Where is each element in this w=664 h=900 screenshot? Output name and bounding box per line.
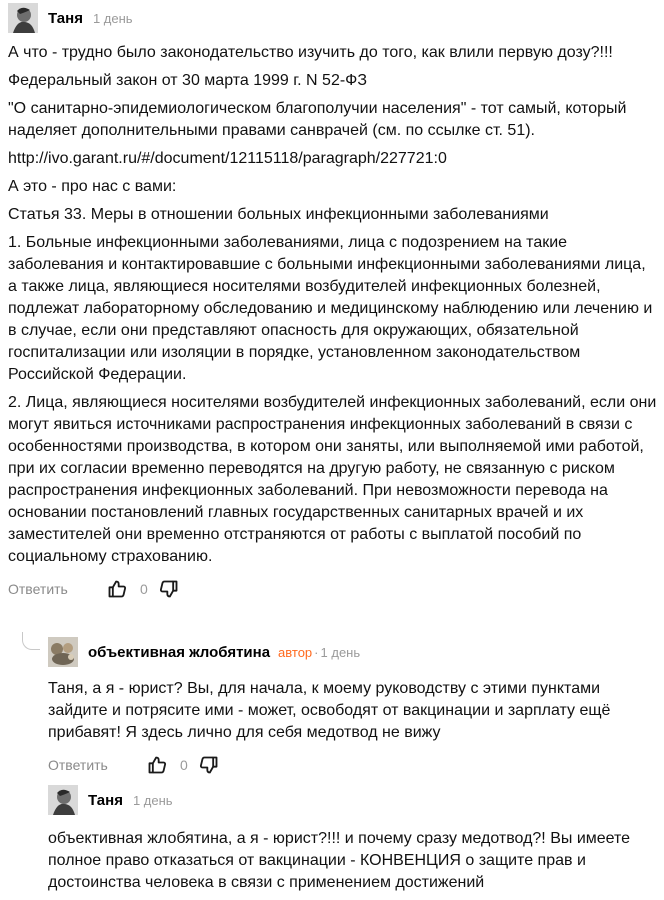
comment-paragraph: Таня, а я - юрист? Вы, для начала, к моему руководству с этими пунктами зайдите и потрясите ими - может, освободят от вакцинации и зарплату ещё прибавят! Я здесь лично для себя медотвод не вижу [48, 680, 611, 741]
author-name[interactable]: объективная жлобятина [88, 643, 271, 661]
comment-header [48, 784, 658, 816]
vote-count: 0 [180, 757, 188, 773]
comment-header [8, 2, 658, 34]
user-avatar[interactable] [48, 637, 78, 667]
separator-dot: · [314, 644, 319, 660]
comment-link[interactable]: http://ivo.garant.ru/#/document/12115118/paragraph/227721:0 [8, 150, 447, 167]
thumbs-down-icon[interactable] [198, 754, 220, 776]
comment-time: 1 день [92, 10, 133, 26]
comment-paragraph: объективная жлобятина, а я - юрист?!!! и почему сразу медотвод?! Вы имеете полное право отказаться от вакцинации - КОНВЕНЦИЯ о защите прав и достоинства человека в связи с применением достижений [48, 830, 631, 891]
comment-paragraph: "О санитарно-эпидемиологическом благополучии населения" - тот самый, который наделяет дополнительными правами санврачей (см. по ссылке ст. 51). [8, 100, 627, 139]
author-name[interactable]: Таня [88, 791, 123, 809]
comment-actions [48, 750, 658, 780]
reply-button[interactable]: Ответить [8, 581, 68, 597]
comment-reply [48, 636, 658, 780]
comment-header [48, 636, 658, 668]
comment-reply [48, 784, 658, 900]
user-avatar[interactable] [48, 785, 78, 815]
author-badge: автор [278, 644, 313, 660]
thumbs-up-icon[interactable] [106, 578, 128, 600]
comment-time: 1 день [320, 644, 361, 660]
comment-paragraph: А что - трудно было законодательство изучить до того, как влили первую дозу?!!! [8, 44, 613, 61]
comment-paragraph: Статья 33. Меры в отношении больных инфекционными заболеваниями [8, 206, 549, 223]
comment-body [8, 42, 658, 568]
comment-body [48, 678, 658, 744]
comment-paragraph: 2. Лица, являющиеся носителями возбудителей инфекционных заболеваний, если они могут явиться источниками распространения инфекционных заболеваний в связи с особенностями производства, в котором они заняты, или выполняемой ими работой, при их согласии временно переводятся на другую работу, не связанную с риском распространения инфекционных заболеваний. При невозможности перевода на основании постановлений главных государственных санитарных врачей и их заместителей они временно отстраняются от работы с выплатой пособий по социальному страхованию. [8, 394, 657, 565]
reply-button[interactable]: Ответить [48, 757, 108, 773]
comment-body [48, 828, 658, 894]
comment-paragraph: А это - про нас с вами: [8, 178, 177, 195]
comment-actions [8, 574, 658, 604]
reply-thread-line [22, 632, 40, 650]
comment-paragraph: 1. Больные инфекционными заболеваниями, лица с подозрением на такие заболевания и контактировавшие с больными инфекционными заболеваниями лица, а также лица, являющиеся носителями возбудителей инфекционных болезней, подлежат лабораторному обследованию и медицинскому наблюдению или лечению и в случае, если они представляют опасность для окружающих, обязательной госпитализации или изоляции в порядке, установленном законодательством Российской Федерации. [8, 234, 653, 383]
comment-time: 1 день [132, 792, 173, 808]
author-name[interactable]: Таня [48, 9, 83, 27]
thumbs-down-icon[interactable] [158, 578, 180, 600]
comment [8, 2, 658, 604]
vote-count: 0 [140, 581, 148, 597]
thumbs-up-icon[interactable] [146, 754, 168, 776]
user-avatar[interactable] [8, 3, 38, 33]
comment-paragraph: Федеральный закон от 30 марта 1999 г. N 52-ФЗ [8, 72, 367, 89]
